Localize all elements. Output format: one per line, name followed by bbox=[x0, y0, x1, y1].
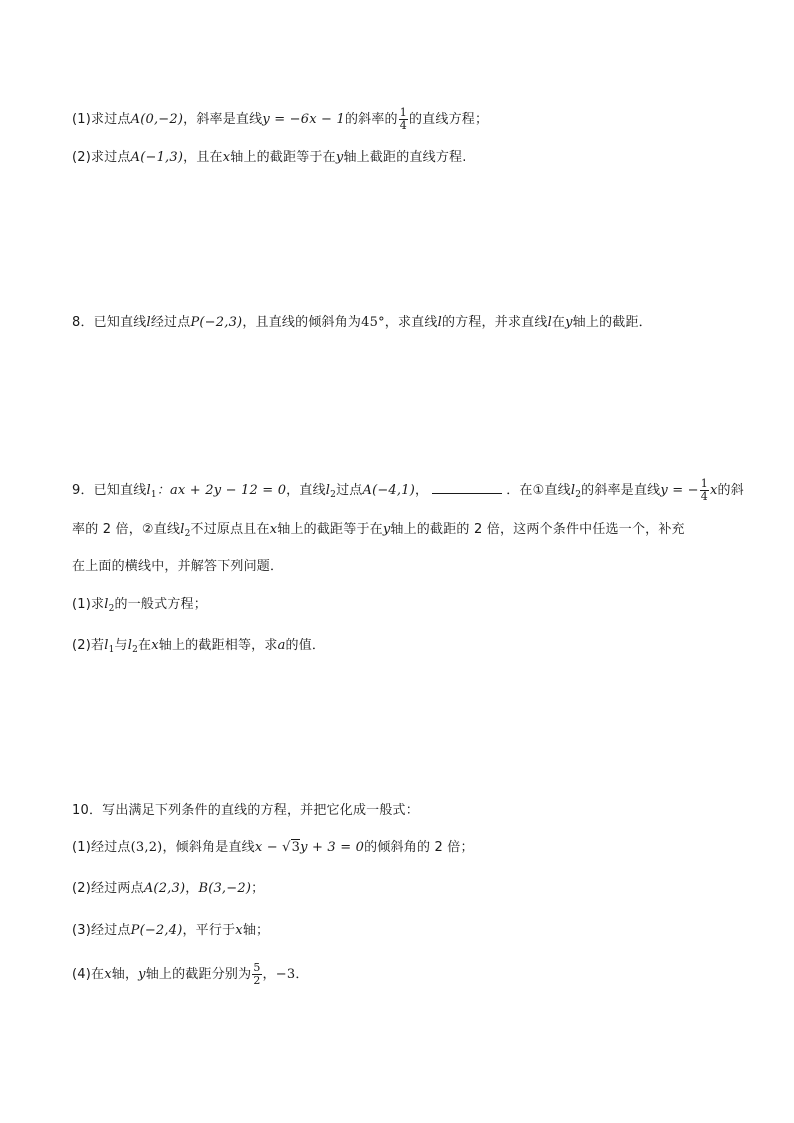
q9-line1 bbox=[72, 478, 744, 505]
subscript: 1 bbox=[150, 490, 157, 500]
text: ，直线 bbox=[286, 483, 326, 498]
fraction-denominator: 4 bbox=[399, 119, 407, 132]
text: 的斜率是直线 bbox=[581, 483, 661, 498]
sqrt bbox=[282, 839, 300, 855]
text: 的倾斜角的 2 倍； bbox=[364, 840, 474, 855]
fraction bbox=[700, 478, 709, 503]
fraction-numerator: 5 bbox=[253, 961, 261, 974]
sqrt-radicand: 3 bbox=[291, 840, 301, 855]
text: ， bbox=[262, 967, 276, 982]
text: 与 bbox=[114, 638, 128, 653]
text: 经过点 bbox=[150, 315, 191, 330]
math: l bbox=[437, 315, 442, 330]
math: A(−1,3) bbox=[130, 150, 184, 165]
math: −3 bbox=[275, 967, 296, 982]
math: P(−2,3) bbox=[190, 315, 243, 330]
text: ，且直线的倾斜角为 bbox=[242, 315, 362, 330]
text: 的斜 bbox=[717, 483, 744, 498]
subscript: 1 bbox=[108, 645, 115, 655]
text: 的直线方程； bbox=[408, 112, 489, 127]
text: 不过原点且在 bbox=[190, 522, 270, 537]
text: 9．已知直线 bbox=[72, 483, 147, 498]
math: A(0,−2) bbox=[130, 112, 184, 127]
math: P(−2,4) bbox=[130, 923, 183, 938]
math: l bbox=[104, 597, 109, 612]
math: y bbox=[382, 522, 391, 537]
math: x bbox=[235, 923, 243, 938]
text: (4)在 bbox=[72, 967, 105, 982]
text: 8．已知直线 bbox=[72, 315, 147, 330]
math: y + 3 = 0 bbox=[300, 840, 365, 855]
text: (1)求过点 bbox=[72, 112, 131, 127]
text: 率的 2 倍，②直线 bbox=[72, 522, 181, 537]
math: (3,2) bbox=[130, 840, 163, 855]
math: l bbox=[146, 315, 151, 330]
math: x − bbox=[254, 840, 283, 855]
q10-part4 bbox=[72, 962, 309, 987]
math: y bbox=[138, 967, 146, 982]
q9-part2 bbox=[72, 636, 325, 660]
text: 在 bbox=[138, 638, 152, 653]
text: 轴； bbox=[242, 923, 270, 938]
text: 的方程，并求直线 bbox=[441, 315, 548, 330]
math: x bbox=[709, 483, 718, 498]
text: ，且在 bbox=[183, 150, 223, 165]
q8 bbox=[72, 313, 652, 333]
text: 的值． bbox=[285, 638, 326, 653]
text: ，平行于 bbox=[182, 923, 236, 938]
text: ，斜率是直线 bbox=[183, 112, 263, 127]
text: (3)经过点 bbox=[72, 923, 131, 938]
math: a bbox=[277, 638, 286, 653]
math: ：ax + 2y − 12 = 0 bbox=[156, 483, 287, 498]
fraction-numerator: 1 bbox=[399, 106, 407, 119]
q10-part2 bbox=[72, 879, 264, 899]
text: 轴上截距的直线方程. bbox=[343, 150, 467, 165]
text: ． bbox=[295, 967, 309, 982]
text: (2)求过点 bbox=[72, 150, 131, 165]
text: 在 bbox=[551, 315, 566, 330]
text: ．在①直线 bbox=[506, 483, 571, 498]
q10-part3 bbox=[72, 921, 269, 941]
text: ， bbox=[414, 483, 429, 498]
text: 的一般式方程； bbox=[114, 597, 207, 612]
math: l bbox=[127, 638, 133, 653]
text: (2)经过两点 bbox=[72, 881, 144, 896]
subscript: 2 bbox=[184, 529, 191, 539]
text: 轴上的截距． bbox=[572, 315, 652, 330]
q10-intro: 10．写出满足下列条件的直线的方程，并把它化成一般式： bbox=[72, 803, 419, 818]
fraction bbox=[252, 962, 261, 987]
math: l bbox=[146, 483, 151, 498]
math: l bbox=[104, 638, 109, 653]
q9-part1 bbox=[72, 595, 207, 619]
text: 轴上的截距的 2 倍，这两个条件中任选一个，补充 bbox=[390, 522, 685, 537]
text: 轴上的截距等于在 bbox=[230, 150, 336, 165]
q9-line3: 在上面的横线中，并解答下列问题． bbox=[72, 559, 284, 574]
math: x bbox=[104, 967, 112, 982]
text: ； bbox=[251, 881, 265, 896]
math: x bbox=[222, 150, 231, 165]
sqrt-symbol: √ bbox=[282, 840, 291, 855]
math: 45° bbox=[361, 315, 385, 330]
text: ，求直线 bbox=[384, 315, 438, 330]
text: (1)经过点 bbox=[72, 840, 131, 855]
answer-blank[interactable] bbox=[432, 479, 502, 494]
subscript: 2 bbox=[575, 490, 582, 500]
text: (1)求 bbox=[72, 597, 105, 612]
math: l bbox=[547, 315, 552, 330]
math: l bbox=[570, 483, 576, 498]
text: ， bbox=[185, 881, 199, 896]
text: 的斜率的 bbox=[344, 112, 398, 127]
math: y bbox=[335, 150, 344, 165]
math: B(3,−2) bbox=[198, 881, 252, 896]
subscript: 2 bbox=[108, 604, 115, 614]
q9-line2 bbox=[72, 520, 685, 544]
math: A(2,3) bbox=[143, 881, 186, 896]
math: x bbox=[269, 522, 278, 537]
q7-part2 bbox=[72, 148, 467, 168]
fraction bbox=[399, 107, 408, 132]
fraction-denominator: 2 bbox=[253, 974, 261, 987]
q7-part1 bbox=[72, 107, 488, 132]
math: y = −6x − 1 bbox=[262, 112, 345, 127]
text: ，倾斜角是直线 bbox=[162, 840, 255, 855]
text: 过点 bbox=[336, 483, 363, 498]
text: 轴上的截距等于在 bbox=[277, 522, 383, 537]
text: 轴上的截距分别为 bbox=[145, 967, 252, 982]
math: l bbox=[325, 483, 331, 498]
text: 轴上的截距相等，求 bbox=[158, 638, 278, 653]
text: (2)若 bbox=[72, 638, 105, 653]
math: A(−4,1) bbox=[362, 483, 415, 498]
math: y = − bbox=[660, 483, 699, 498]
text: 轴， bbox=[111, 967, 139, 982]
math: x bbox=[151, 638, 159, 653]
q10-part1 bbox=[72, 838, 474, 858]
math: y bbox=[565, 315, 573, 330]
math: l bbox=[180, 522, 185, 537]
subscript: 2 bbox=[330, 490, 337, 500]
fraction-numerator: 1 bbox=[700, 477, 708, 490]
fraction-denominator: 4 bbox=[700, 490, 708, 503]
subscript: 2 bbox=[132, 645, 139, 655]
